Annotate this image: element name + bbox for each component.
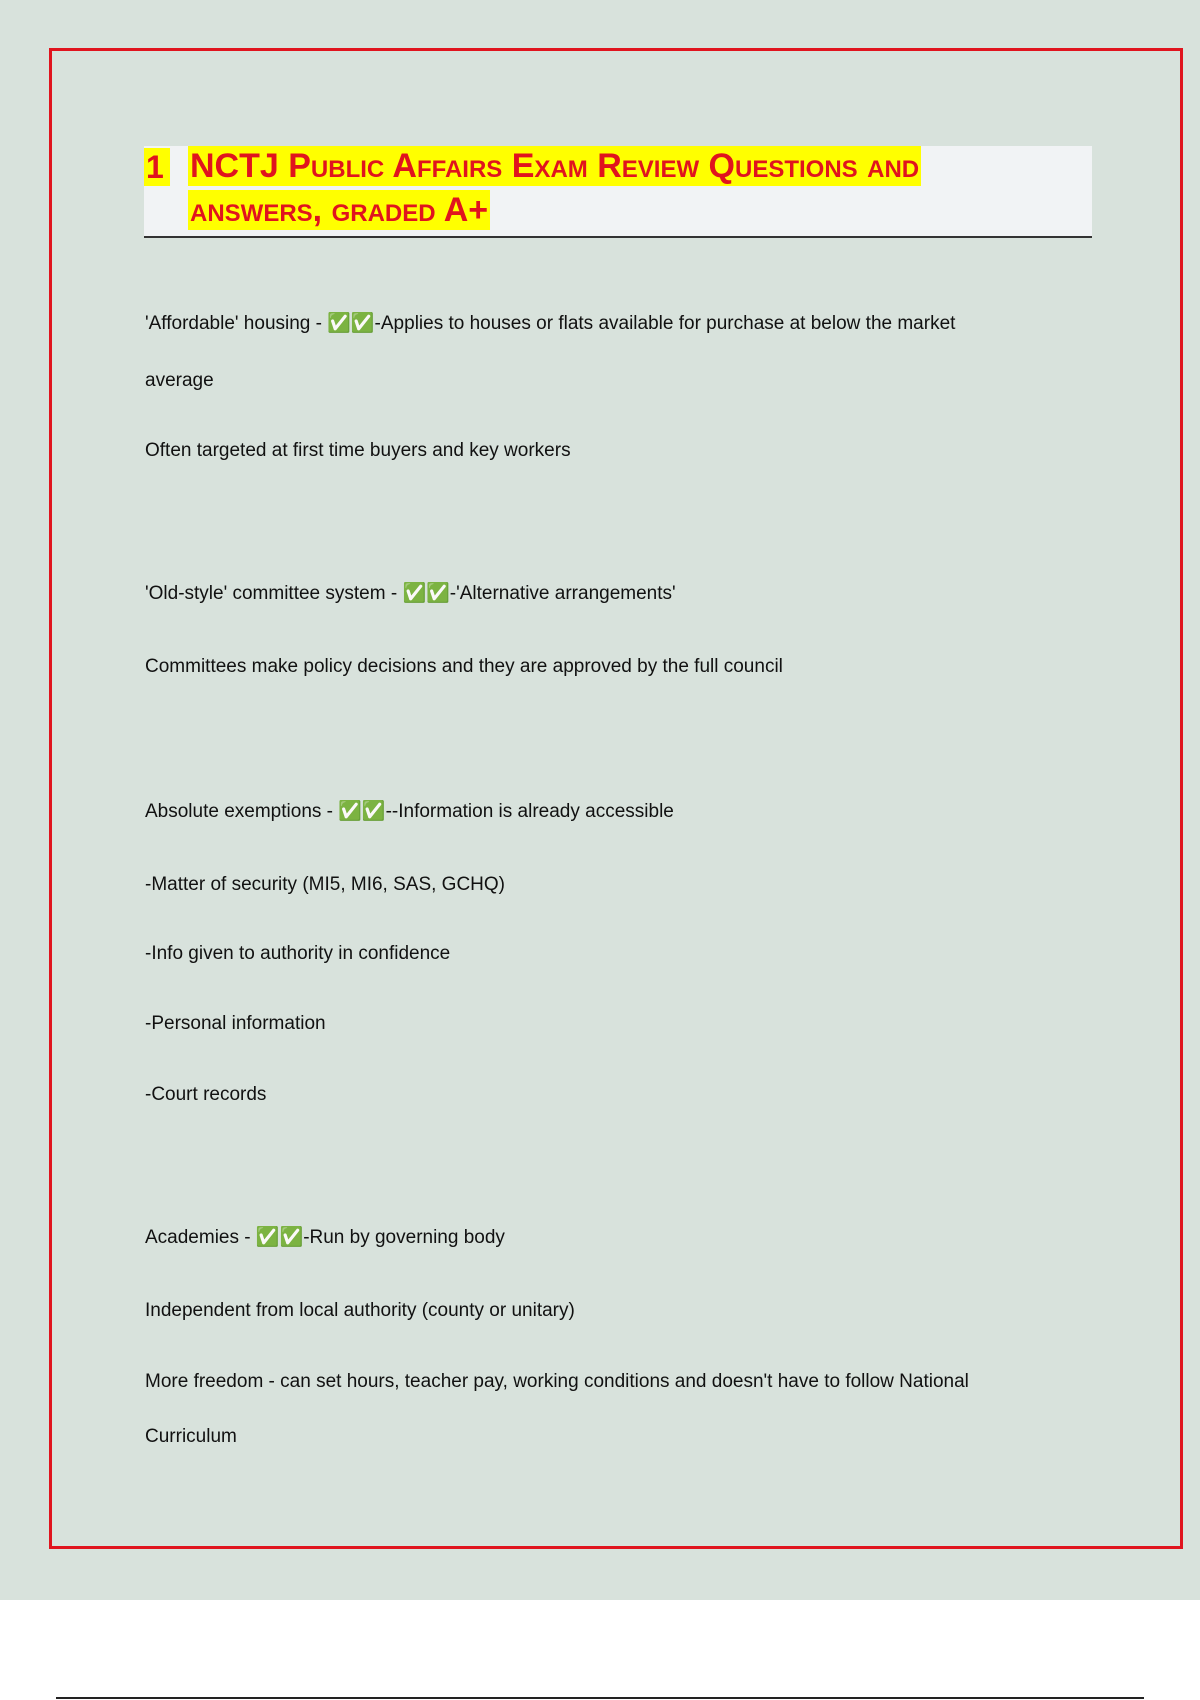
next-page-divider [56, 1697, 1144, 1699]
page-border [49, 48, 1183, 1549]
paragraph-affordable-housing-cont: average [145, 370, 214, 391]
heading-line-1: NCTJ Public Affairs Exam Review Questions and [190, 147, 920, 185]
paragraph-independent: Independent from local authority (county or unitary) [145, 1300, 575, 1321]
paragraph-curriculum: Curriculum [145, 1426, 237, 1447]
list-item-personal-information: -Personal information [145, 1013, 326, 1034]
paragraph-academies: Academies - ✅✅-Run by governing body [145, 1227, 505, 1248]
document-heading [144, 146, 1092, 238]
heading-line-2: answers, graded A+ [190, 191, 489, 229]
paragraph-more-freedom: More freedom - can set hours, teacher pay, working conditions and doesn't have to follow National [145, 1371, 969, 1392]
paragraph-committee-system: 'Old-style' committee system - ✅✅-'Alternative arrangements' [145, 583, 676, 604]
paragraph-absolute-exemptions: Absolute exemptions - ✅✅--Information is already accessible [145, 801, 674, 822]
list-item-court-records: -Court records [145, 1084, 267, 1105]
paragraph-first-time-buyers: Often targeted at first time buyers and key workers [145, 440, 571, 461]
list-item-security: -Matter of security (MI5, MI6, SAS, GCHQ) [145, 874, 506, 895]
paragraph-committees-policy: Committees make policy decisions and they are approved by the full council [145, 656, 783, 677]
list-item-confidence: -Info given to authority in confidence [145, 943, 451, 964]
paragraph-affordable-housing: 'Affordable' housing - ✅✅-Applies to houses or flats available for purchase at below the market [145, 313, 956, 334]
heading-number: 1 [144, 148, 170, 186]
